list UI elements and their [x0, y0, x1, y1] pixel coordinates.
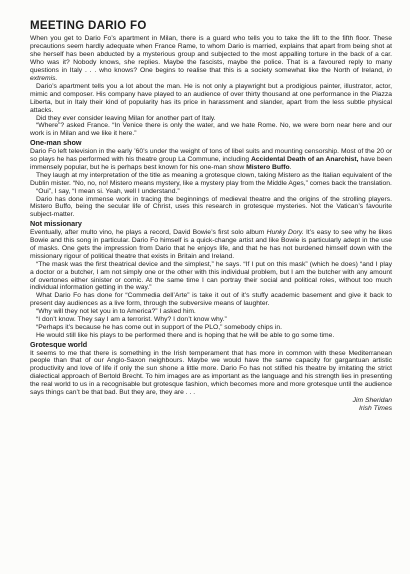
- paragraph: [30, 148, 392, 172]
- paragraph: “Perhaps it’s because he has come out in support of the PLO,” somebody chips in.: [36, 324, 283, 332]
- paragraph-text: Dario Fo left television in the early ’60’s under the weight of tons of libel suits and mounting censorship. Most of the 20 or so plays he has performed with his theatre group La Commune, including: [30, 147, 392, 163]
- paragraph-text: It’s easy to see why he likes Bowie and this song in particular. Dario Fo himself is a quick-change artist and like Bowie is particularly adept in the use of masks. One gets the impression from Dario that he enjoys life, and that he has not burdened himself down with the missionary rigour of political theatre that exists in Britain and Ireland.: [30, 228, 393, 260]
- album-title: Hunky Dory.: [266, 228, 304, 236]
- byline-source: Irish Times: [359, 405, 392, 413]
- byline-author: Jim Sheridan: [352, 397, 392, 405]
- emphasis: in extremis.: [30, 66, 392, 82]
- play-title: Mistero Buffo: [246, 163, 290, 171]
- paragraph: “Why will they not let you in to America?” I asked him.: [36, 308, 196, 316]
- paragraph: What Dario Fo has done for “Commedia dell’Arte” is take it out of it’s stuffy academic basement and give it back to present day audiences as a live form, through the subversive means of laughter.: [30, 292, 392, 308]
- paragraph: [30, 35, 392, 83]
- paragraph: He would still like his plays to be performed there and is hoping that he will be able to go some time.: [36, 332, 335, 340]
- paragraph: Dario has done immense work in tracing the beginnings of medieval theatre and the origins of the strolling players. Mistero Buffo, being the secular life of Christ, uses this research in grotesque mysteries. Not the Vatican’s favourite subject-matter.: [30, 195, 392, 219]
- paragraph: Dario’s apartment tells you a lot about the man. He is not only a playwright but a prodigious painter, illustrator, actor, mimic and composer. His company have played to an audience of over thirty thousand at one performance in the Piazza Liberta, but in Italy their kind of popularity has its price in harassment and slander, apart from the less subtle physical attacks.: [30, 82, 392, 114]
- section-heading-one-man-show: One-man show: [30, 138, 82, 148]
- article-title: MEETING DARIO FO: [30, 20, 147, 32]
- section-heading-not-missionary: Not missionary: [30, 219, 82, 229]
- paragraph: They laugh at my interpretation of the title as meaning a grotesque clown, taking Mistero as the Italian equivalent of the Dublin mister. “No, no, no! Mistero means mystery, like a mystery play from the Middle Ages,” comes back the translation.: [30, 171, 392, 187]
- paragraph-text: .: [289, 163, 292, 171]
- article: [30, 20, 392, 413]
- paragraph: [30, 229, 392, 261]
- paragraph: “Where”? asked France. “In Venice there is only the water, and we hate Rome. No, we were born near here and our work is in Milan and we like it here.”: [30, 122, 392, 138]
- paragraph-text: Eventually, after multo vino, he plays a record, David Bowie’s first solo album: [30, 228, 267, 236]
- paragraph: “I don’t know. They say I am a terrorist. Why? I don’t know why.”: [36, 316, 227, 324]
- section-heading-grotesque-world: Grotesque world: [30, 340, 88, 350]
- paragraph: “Oui”, I say, “I mean si. Yeah, well I understand.”: [36, 187, 180, 195]
- paragraph: “The mask was the first theatrical device and the simplest,” he says. “If I put on this mask” (which he does) “and I play a doctor or a butcher, I am not simply one or the other with this individual problem, but I am the butcher with any amount of overtones either sinister or comic. At the same time I can portray their social and political roles, without too much individual information getting in the way.”: [30, 260, 392, 292]
- paragraph: Did they ever consider leaving Milan for another part of Italy.: [36, 114, 216, 122]
- paragraph: It seems to me that there is something in the Irish temperament that has more in common with these Mediterranean people than that of our Anglo-Saxon neighbours. Maybe we would have the same capacity for gargantuan artistic productivity and love of life if only the sun shone a little more. Dario Fo has not stifled his theatre by imitating the strict dialectical approach of Bertold Brecht. To him images are as important as the language and his strength lies in presenting the real world to us in a recognisable but grotesque fashion, which becomes more and more grotesque until the audience says things can’t be that bad. But they are, they are . . .: [30, 349, 392, 397]
- play-title: Accidental Death of an Anarchist,: [251, 155, 359, 163]
- paragraph-text: When you get to Dario Fo’s apartment in Milan, there is a guard who tells you to take the lift to the fifth floor. These precautions seem hardly adequate when France Rame, to whom Dario is married, explains that apart from being shot at she herself has been abducted by a mysterious group and subjected to the most appalling torture in the back of a car. Who was it? Nobody knows, she replies. Maybe the fascists, maybe the police. That is a favoured reply to many questions in Italy . . . who knows? One begins to realise that this is a society somewhat like the North of Ireland,: [30, 35, 392, 74]
- paragraph-text: have been immensely popular, but he is perhaps best known for his one-man show: [30, 155, 392, 171]
